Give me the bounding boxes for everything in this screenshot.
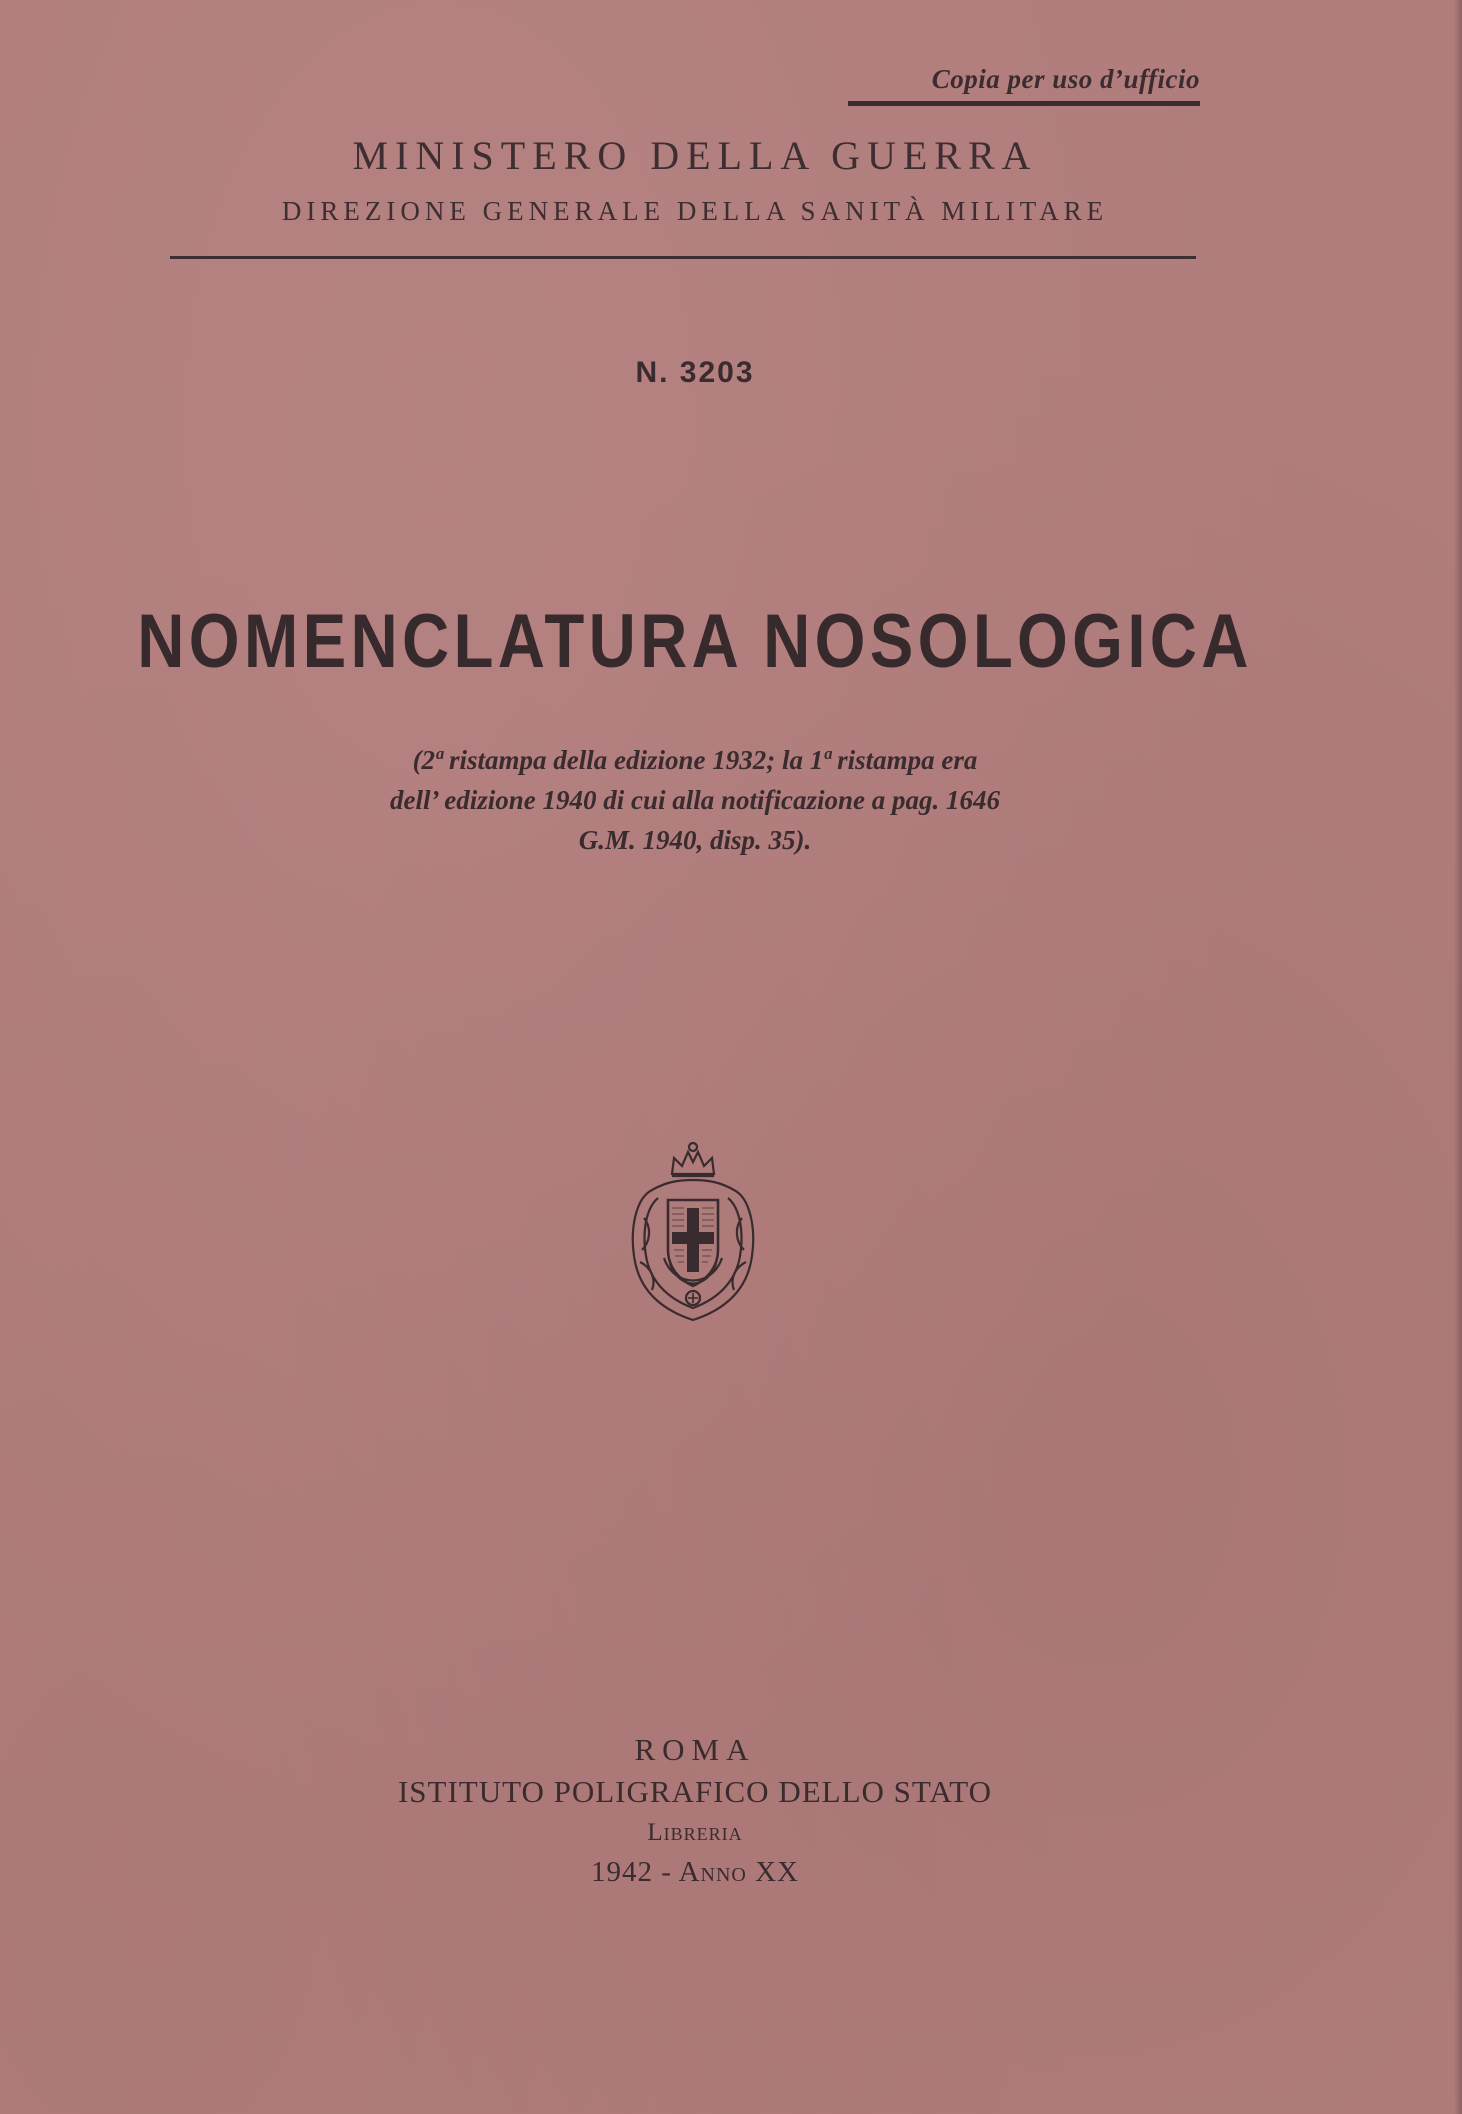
imprint-city: ROMA	[634, 1732, 756, 1767]
royal-coat-of-arms-icon	[622, 1138, 764, 1326]
subtitle-line: (2ª ristampa della edizione 1932; la 1ª ristampa era	[412, 745, 978, 775]
subtitle-line: G.M. 1940, disp. 35).	[578, 825, 812, 855]
imprint-publisher: ISTITUTO POLIGRAFICO DELLO STATO	[397, 1774, 993, 1809]
header-divider	[170, 256, 1196, 259]
imprint-year: 1942 - Anno XX	[591, 1856, 799, 1888]
imprint-shop: Libreria	[647, 1819, 743, 1846]
copy-note-underline	[848, 101, 1200, 106]
copy-note: Copia per uso d’ufficio	[931, 64, 1200, 94]
document-number: N. 3203	[635, 356, 755, 389]
imprint	[0, 1730, 1390, 1892]
direction-heading: DIREZIONE GENERALE DELLA SANITÀ MILITARE	[281, 196, 1109, 226]
document-subtitle	[0, 740, 1390, 860]
document-title: NOMENCLATURA NOSOLOGICA	[137, 599, 1253, 684]
page-edge-shadow	[1454, 0, 1462, 2114]
ministry-heading: MINISTERO DELLA GUERRA	[352, 133, 1038, 178]
subtitle-line: dell’ edizione 1940 di cui alla notificazione a pag. 1646	[390, 785, 1000, 815]
